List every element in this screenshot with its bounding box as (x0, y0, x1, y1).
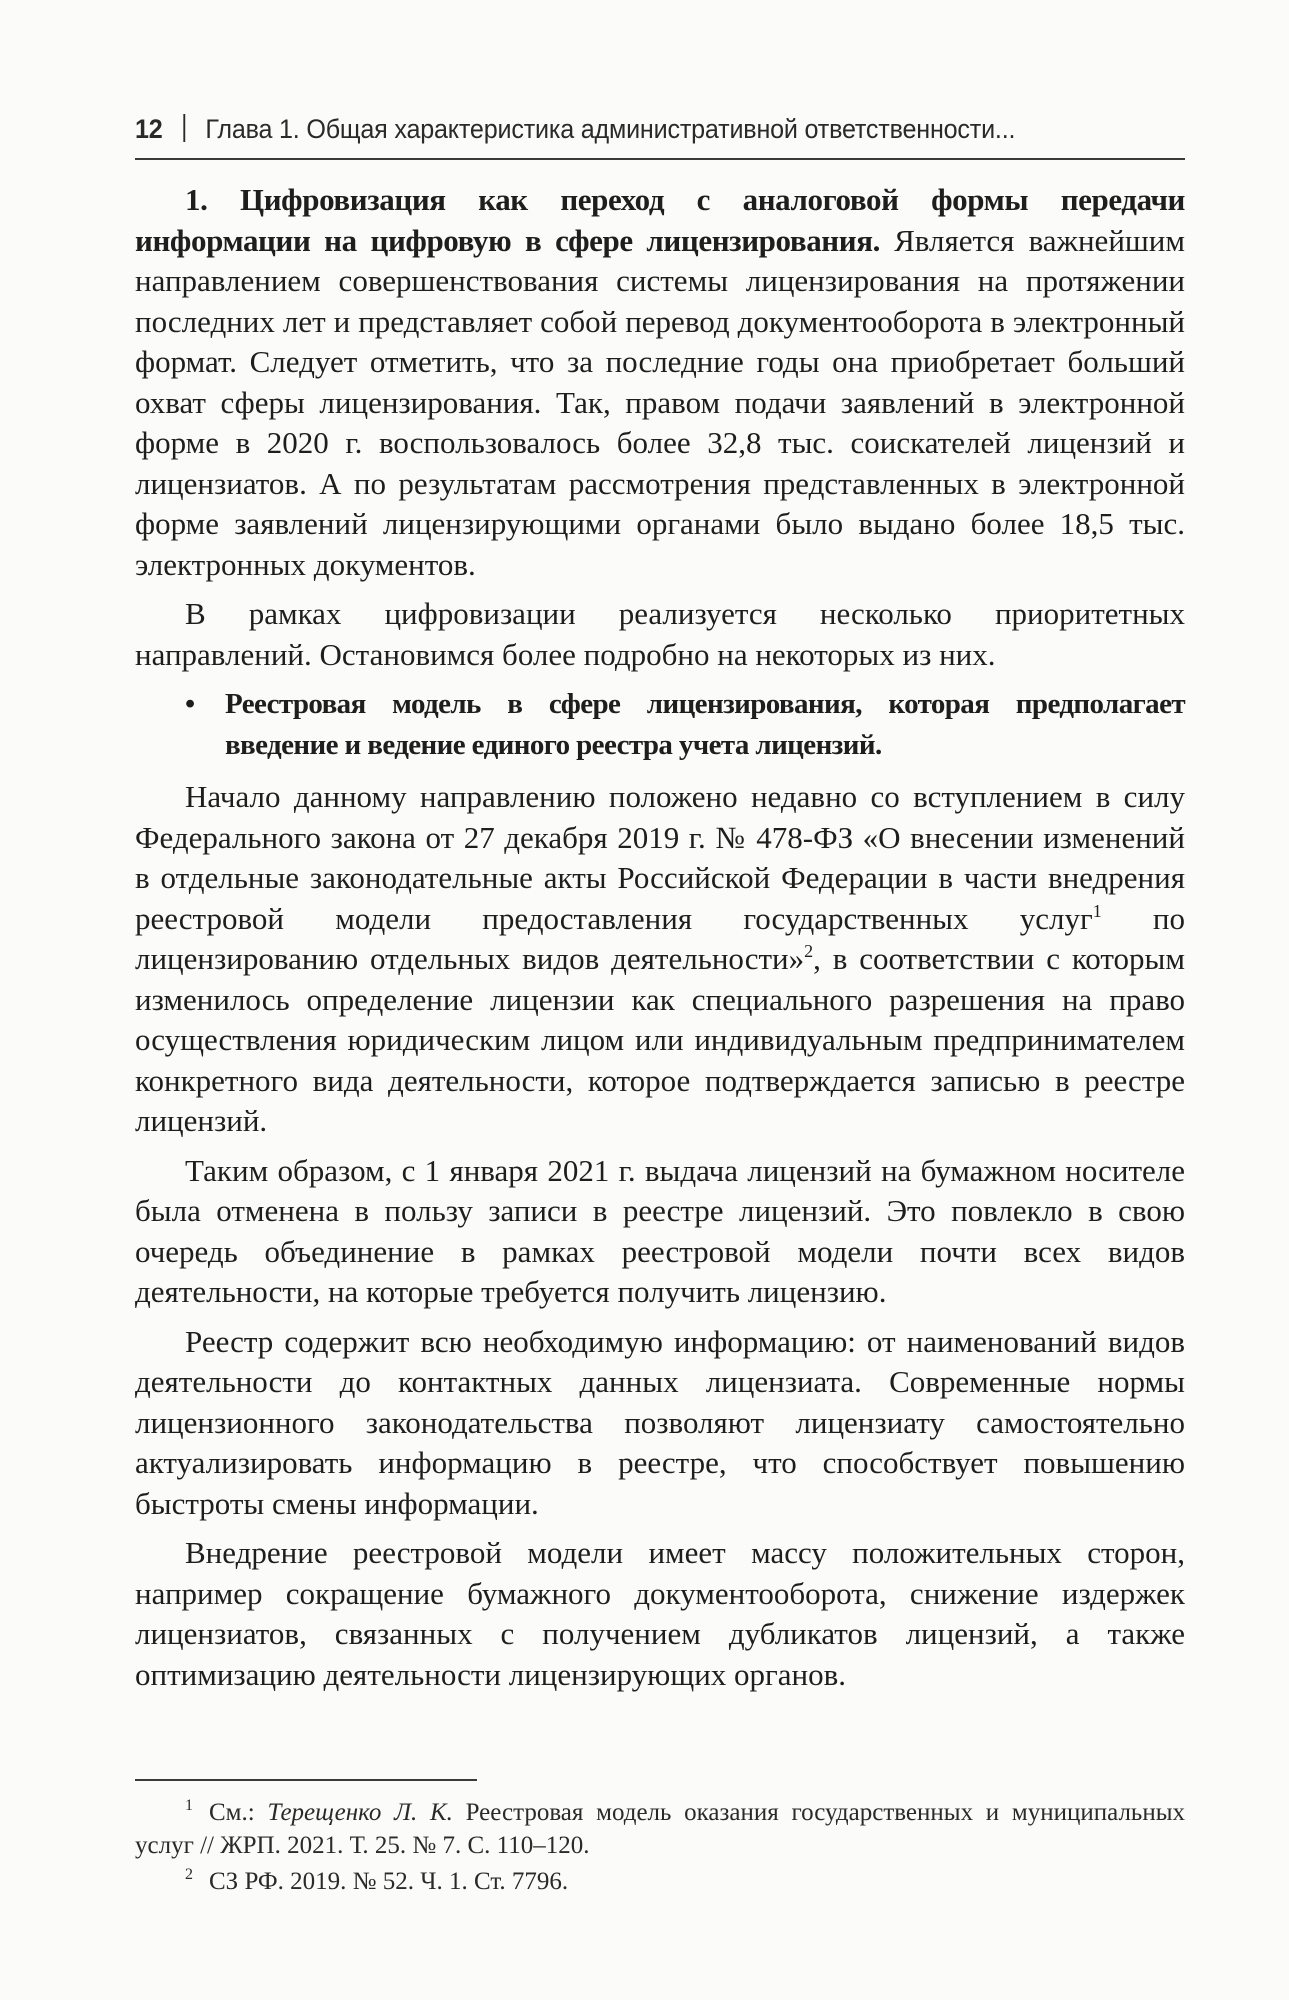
page-number: 12 (135, 114, 163, 144)
paragraph-priorities: В рамках цифровизации реализуется несколько приоритетных направлений. Остановимся более подробно на некоторых из них. (135, 596, 1185, 672)
header-divider (183, 114, 185, 142)
bullet-registry-model (135, 684, 1185, 765)
footnotes (135, 1796, 1185, 1901)
footnote-author: Терещенко Л. К. (267, 1799, 453, 1826)
footnote-prefix: См.: (209, 1799, 268, 1826)
footnote-ref-1[interactable]: 1 (1092, 900, 1102, 921)
paragraph-text: , в соответствии с которым изменилось определение лицензии как специального разрешения на право осуществления юридическим лицом или индивидуальным предпринимателем конкретного вида деятельности, которое подтверждается записью в реестре лицензий. (135, 941, 1185, 1138)
footnote-rule (135, 1779, 477, 1781)
paragraph-registry-contents: Реестр содержит всю необходимую информацию: от наименований видов деятельности до контактных данных лицензиата. Современные нормы лицензионного законодательства позволяют лицензиату самостоятельно актуализировать информацию в реестре, что способствует повышению быстроты смены информации. (135, 1323, 1185, 1521)
paragraph-federal-law (135, 777, 1185, 1142)
paragraph-text: Является важнейшим направлением совершенствования системы лицензирования на протяжении последних лет и представляет собой перевод документооборота в электронный формат. Следует отметить, что за последние годы она приобретает больший охват сферы лицензирования. Так, правом подачи заявлений в электронной форме в 2020 г. воспользовалось более 32,8 тыс. соискателей лицензий и лицензиатов. А по результатам рассмотрения представленных в электронной форме заявлений лицензирующими органами было выдано более 18,5 тыс. электронных документов. (135, 222, 1185, 582)
footnote-mark: 1 (185, 1797, 193, 1814)
paragraph-paper-cancel: Таким образом, с 1 января 2021 г. выдача лицензий на бумажном носителе была отменена в пользу записи в реестре лицензий. Это повлекло в свою очередь объединение в рамках реестровой модели почти всех видов деятельности, на которые требуется получить лицензию. (135, 1152, 1185, 1309)
footnote-ref-2[interactable]: 2 (804, 941, 814, 961)
paragraph-text: Начало данному направлению положено недавно со вступлением в силу Федерального закона от 27 декабря 2019 г. № 478-ФЗ «О внесении изменений в отдельные законодательные акты Российской Федерации в части внедрения реестровой модели предоставления государственных услуг (135, 779, 1185, 936)
chapter-title: Глава 1. Общая характеристика административной ответственности... (205, 114, 1016, 144)
paragraph-text: по лицензированию отдельных видов деятельности» (135, 900, 1186, 976)
footnote-mark: 2 (185, 1866, 193, 1883)
bullet-icon: • (185, 688, 195, 720)
footnote-text: СЗ РФ. 2019. № 52. Ч. 1. Ст. 7796. (209, 1868, 569, 1895)
header-rule (135, 158, 1185, 160)
paragraph-lead: 1. Цифровизация как переход с аналоговой формы передачи информации на цифровую в сфере лицензирования. (135, 182, 1185, 258)
footnote-2 (135, 1865, 1185, 1898)
main-text (135, 180, 1185, 1704)
footnote-text: Реестровая модель оказания государственных и муниципальных услуг // ЖРП. 2021. Т. 25. № 7. С. 110–120. (135, 1799, 1185, 1859)
running-head (135, 114, 1112, 145)
paragraph-digitalization (135, 180, 1185, 585)
paragraph-advantages: Внедрение реестровой модели имеет массу положительных сторон, например сокращение бумажного документооборота, снижение издержек лицензиатов, связанных с получением дубликатов лицензий, а также оптимизацию деятельности лицензирующих органов. (135, 1535, 1185, 1692)
footnote-1 (135, 1796, 1185, 1862)
bullet-text: Реестровая модель в сфере лицензирования, которая предполагает введение и ведение единого реестра учета лицензий. (225, 688, 1185, 761)
